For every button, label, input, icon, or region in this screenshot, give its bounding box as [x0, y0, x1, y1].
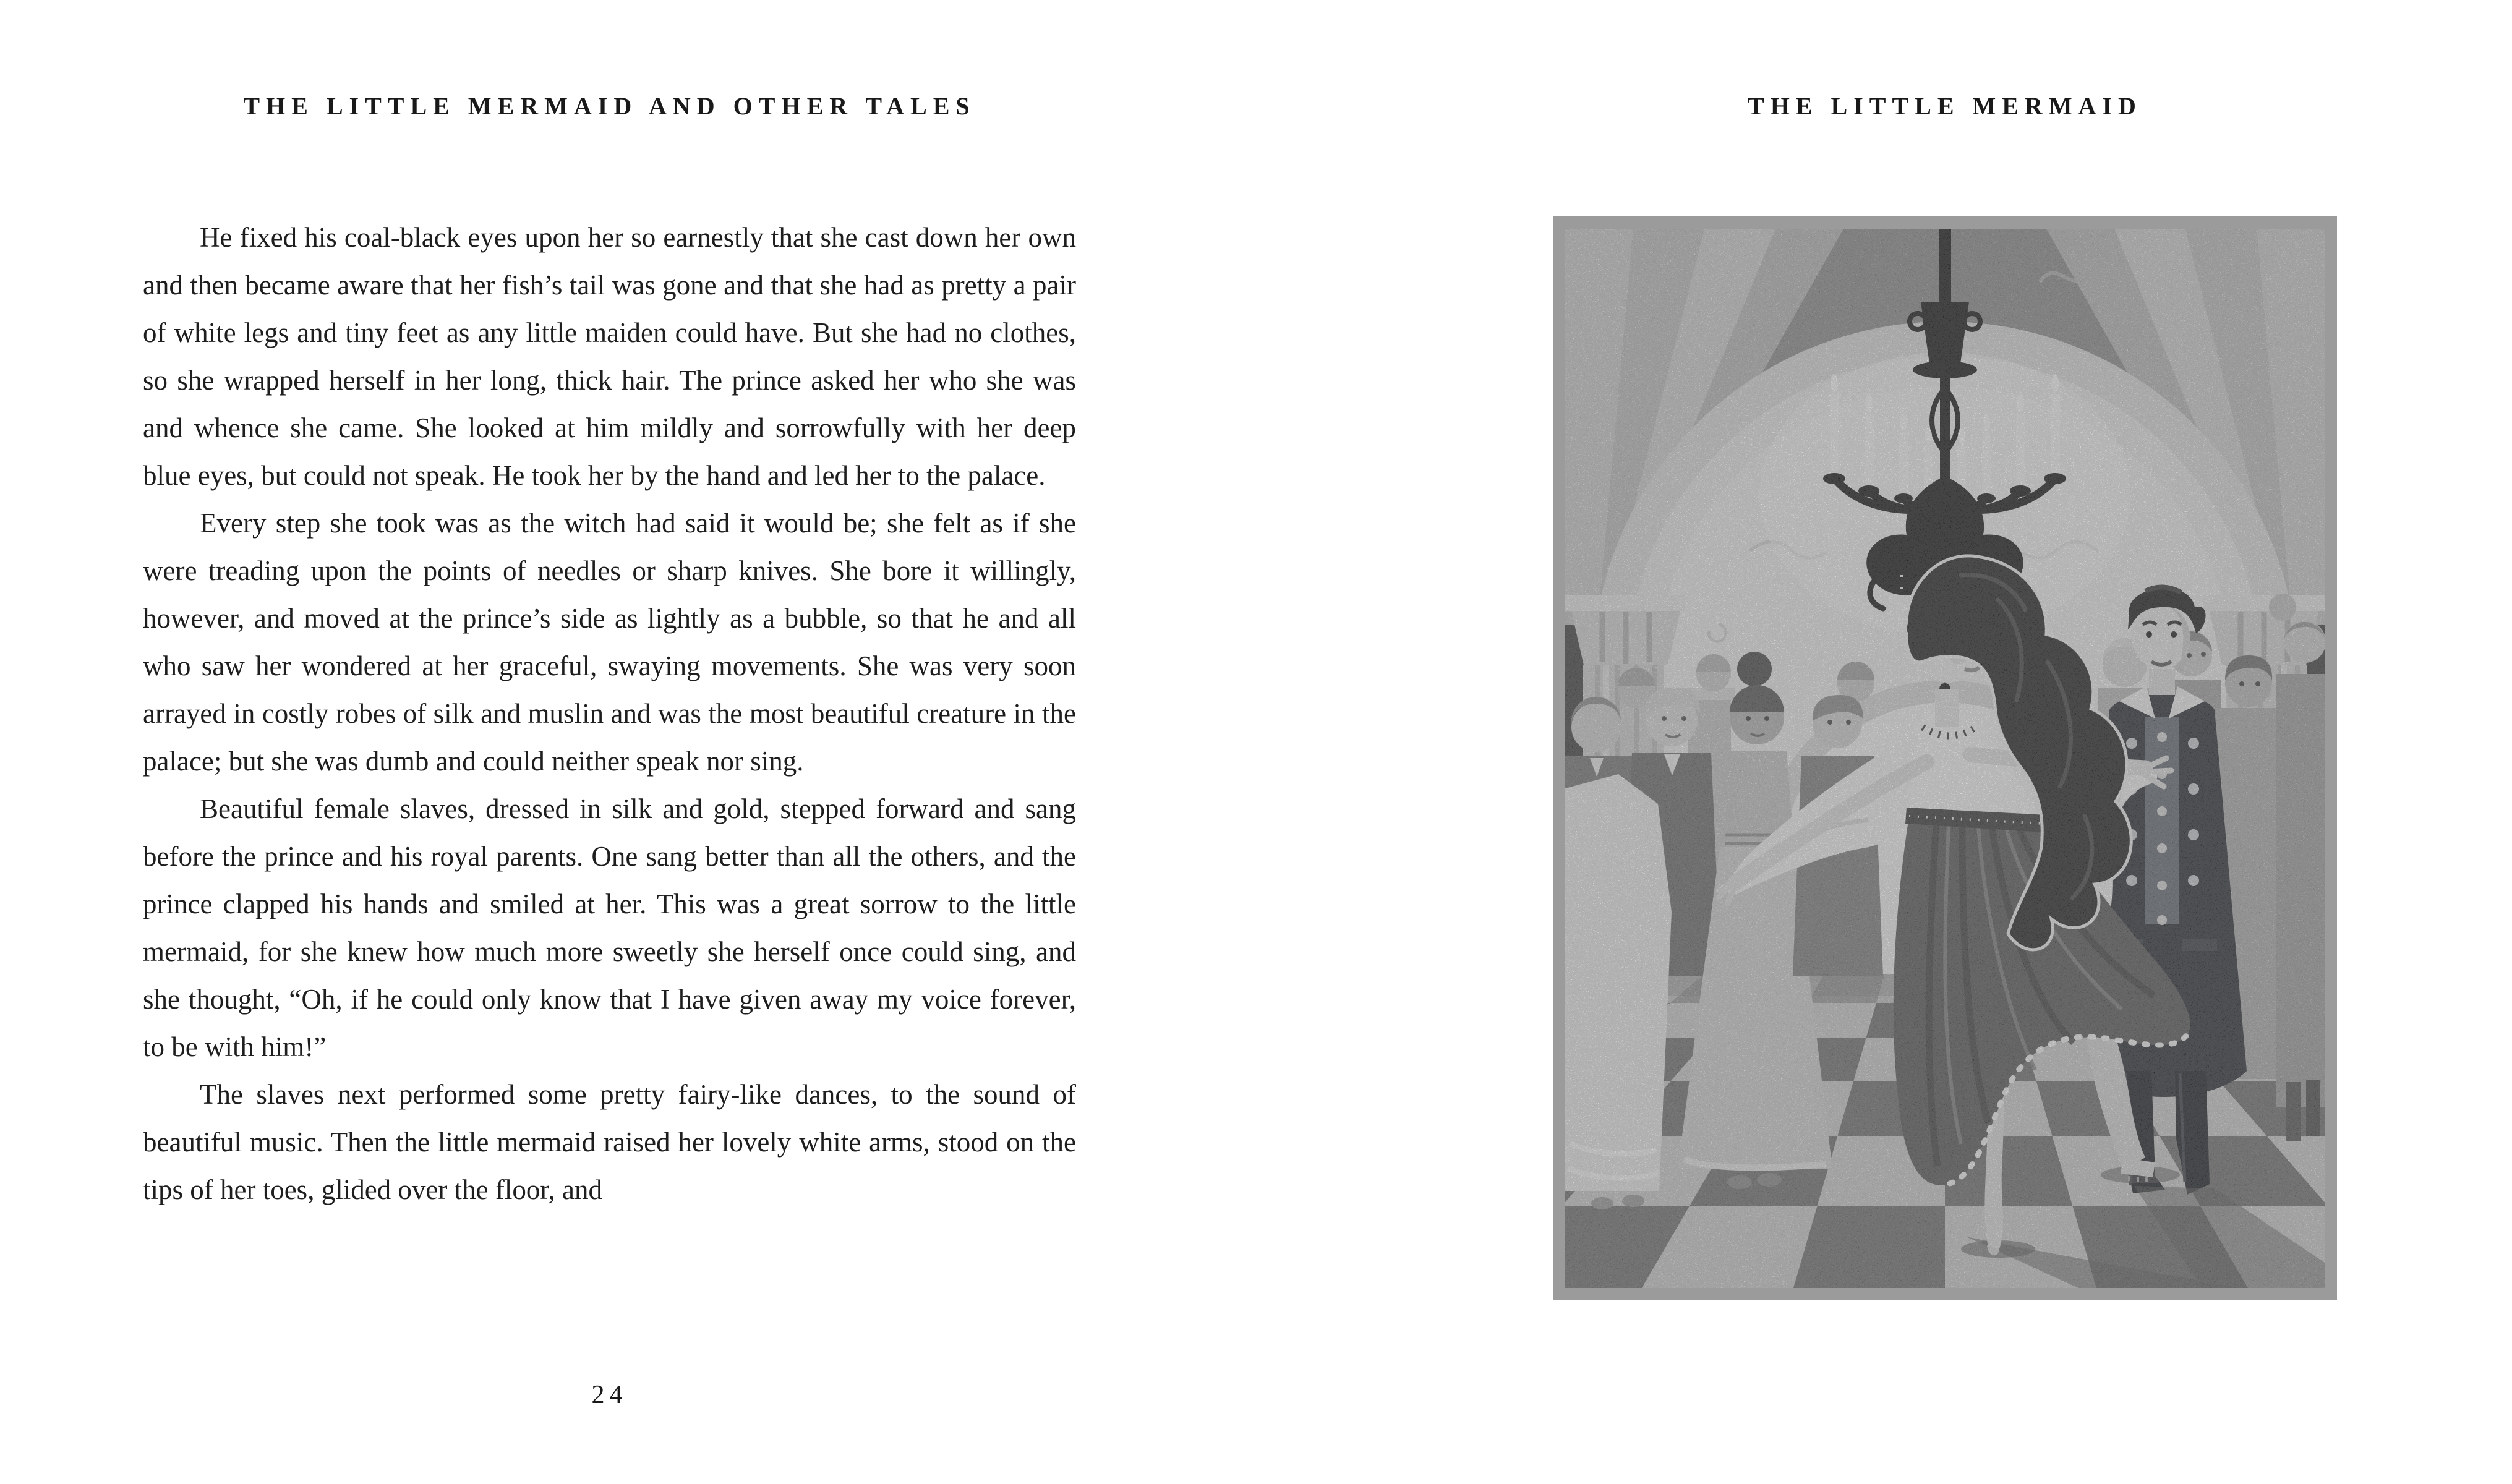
left-running-header: THE LITTLE MERMAID AND OTHER TALES — [243, 92, 976, 120]
paragraph: The slaves next performed some pretty fairy-like dances, to the sound of beautiful music. Then the little mermaid raised her lovely white arms, stood on the tips of her toes, glided over the floor, and — [143, 1079, 1076, 1205]
paragraph: Beautiful female slaves, dressed in silk and gold, stepped forward and sang before the prince and his royal parents. One sang better than all the others, and the prince clapped his hands and smiled at her. This was a great sorrow to the little mermaid, for she knew how much more sweetly she herself once could sing, and she thought, “Oh, if he could only know that I have given away my voice forever, to be with him!” — [143, 793, 1076, 1062]
right-running-header: THE LITTLE MERMAID — [1748, 92, 2142, 120]
paragraph: He fixed his coal-black eyes upon her so earnestly that she cast down her own and then became aware that her fish’s tail was gone and that she had as pretty a pair of white legs and tiny feet as any little maiden could have. But she had no clothes, so she wrapped herself in her long, thick hair. The prince asked her who she was and whence she came. She looked at him mildly and sorrowfully with her deep blue eyes, but could not speak. He took her by the hand and led her to the palace. — [143, 222, 1076, 491]
paragraph: Every step she took was as the witch had said it would be; she felt as if she were treading upon the points of needles or sharp knives. She bore it willingly, however, and moved at the prince’s side as lightly as a bubble, so that he and all who saw her wondered at her graceful, swaying movements. She was very soon arrayed in costly robes of silk and muslin and was the most beautiful creature in the palace; but she was dumb and could neither speak nor sing. — [143, 508, 1076, 777]
illustration-frame — [1553, 216, 2337, 1300]
grain-texture-light — [1565, 229, 2325, 1288]
ballroom-illustration — [1565, 229, 2325, 1288]
page-number: 24 — [591, 1381, 628, 1409]
story-text — [143, 214, 1076, 1214]
